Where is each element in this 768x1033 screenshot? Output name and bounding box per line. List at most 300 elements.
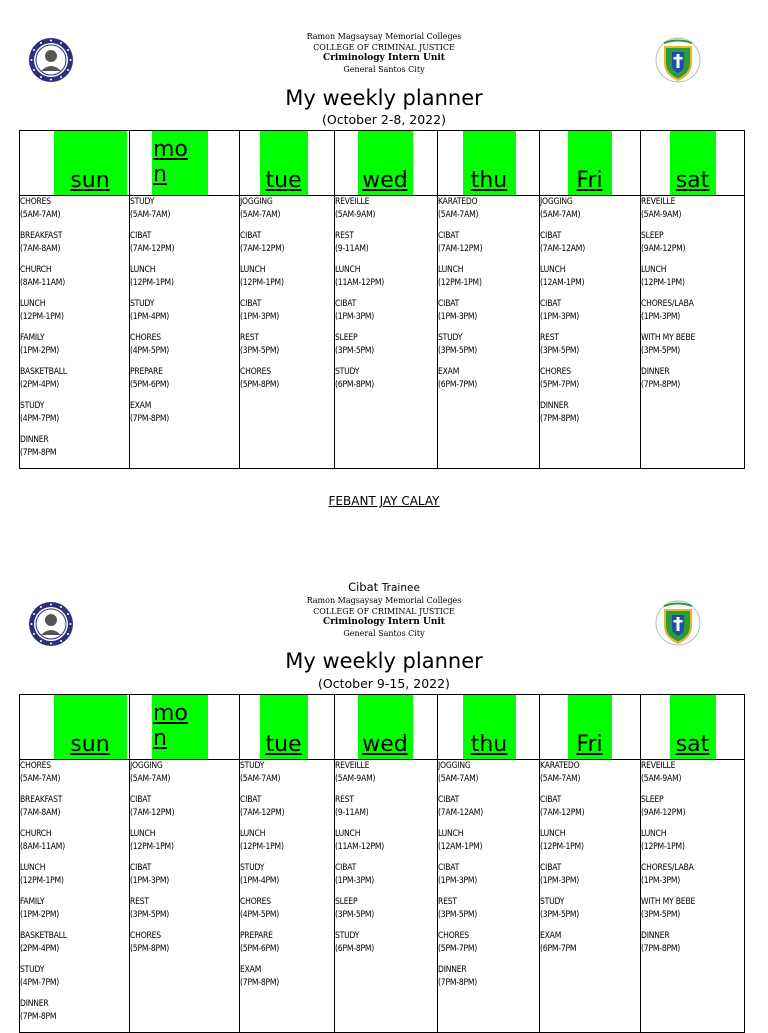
activity-time: (1PM-3PM) <box>438 312 478 322</box>
school-header <box>0 595 768 639</box>
activity-time: (9AM-12PM) <box>641 244 686 254</box>
activity-time: (1PM-3PM) <box>641 876 681 886</box>
activity-name: EXAM <box>240 965 262 975</box>
activity-name: CHORES <box>130 333 161 343</box>
activity-entry <box>438 828 539 854</box>
activity-time: (1PM-3PM) <box>540 312 580 322</box>
day-label: Fri <box>576 168 603 193</box>
activity-entry <box>438 332 539 358</box>
date-range: (October 2-8, 2022) <box>322 112 446 127</box>
activity-time: (12PM-1PM) <box>130 278 174 288</box>
activity-time: (1PM-2PM) <box>20 910 60 920</box>
activity-name: REST <box>438 897 457 907</box>
activity-time: (5AM-7AM) <box>540 210 581 220</box>
activity-time: (1PM-2PM) <box>20 346 60 356</box>
activity-time: (5AM-9AM) <box>641 210 682 220</box>
activity-name: DINNER <box>20 435 49 445</box>
activity-name: BREAKFAST <box>20 795 63 805</box>
activity-time: (9AM-12PM) <box>641 808 686 818</box>
activity-entry <box>641 196 744 222</box>
activity-time: (7AM-8AM) <box>20 808 61 818</box>
activity-name: KARATEDO <box>438 197 478 207</box>
activity-name: JOGGING <box>240 197 273 207</box>
activity-entry <box>540 930 640 956</box>
college-name: Ramon Magsaysay Memorial Colleges <box>306 596 462 605</box>
activity-entry <box>130 298 239 324</box>
activity-name: LUNCH <box>641 829 667 839</box>
activity-time: (7AM-12PM) <box>130 244 175 254</box>
activity-time: (5AM-9AM) <box>335 210 376 220</box>
activity-entry <box>20 964 129 990</box>
activity-name: REST <box>130 897 149 907</box>
activity-name: JOGGING <box>540 197 573 207</box>
activity-name: CHURCH <box>20 265 52 275</box>
school-header <box>0 31 768 75</box>
activity-entry <box>438 230 539 256</box>
activity-name: REVEILLE <box>335 761 370 771</box>
activity-entry <box>130 862 239 888</box>
activity-name: REVEILLE <box>641 761 676 771</box>
day-column-thu <box>438 196 540 469</box>
activity-entry <box>335 896 437 922</box>
activity-entry <box>641 896 744 922</box>
activity-entry <box>641 930 744 956</box>
activity-entry <box>20 366 129 392</box>
day-header-thu <box>438 695 540 760</box>
unit-name: Criminology Intern Unit <box>323 53 445 63</box>
activity-name: CHORES <box>540 367 571 377</box>
day-header-row <box>20 131 745 196</box>
day-label: tue <box>265 732 302 757</box>
activity-time: (4PM-7PM) <box>20 414 60 424</box>
activity-time: (12PM-1PM) <box>240 278 284 288</box>
activity-entry <box>240 264 334 290</box>
day-label: wed <box>362 168 408 193</box>
day-column-mon <box>130 196 240 469</box>
activity-time: (1PM-3PM) <box>335 876 375 886</box>
activity-time: (2PM-4PM) <box>20 380 60 390</box>
activity-time: (7AM-12PM) <box>438 244 483 254</box>
activity-time: (5AM-7AM) <box>130 774 171 784</box>
activity-time: (3PM-5PM) <box>335 346 375 356</box>
activity-name: CIBAT <box>438 863 460 873</box>
activity-entry <box>20 998 129 1024</box>
activity-entry <box>240 896 334 922</box>
day-header-fri <box>540 695 641 760</box>
activity-time: (7PM-8PM) <box>130 414 170 424</box>
activity-entry <box>20 828 129 854</box>
activity-name: DINNER <box>540 401 569 411</box>
day-label: thu <box>470 732 508 757</box>
planner-section-week-2 <box>0 560 768 1024</box>
activity-time: (5AM-7AM) <box>540 774 581 784</box>
activity-entry <box>641 264 744 290</box>
activity-entry <box>130 264 239 290</box>
activity-time: (3PM-5PM) <box>438 346 478 356</box>
activity-name: REVEILLE <box>641 197 676 207</box>
activity-time: (3PM-5PM) <box>130 910 170 920</box>
activity-entry <box>20 400 129 426</box>
activity-name: WITH MY BEBE <box>641 897 696 907</box>
activity-entry <box>438 896 539 922</box>
activity-time: (1PM-3PM) <box>335 312 375 322</box>
activity-name: STUDY <box>20 965 45 975</box>
day-label: tue <box>265 168 302 193</box>
activity-entry <box>20 230 129 256</box>
activity-time: (5PM-6PM) <box>130 380 170 390</box>
activities-row <box>20 196 745 469</box>
activity-name: JOGGING <box>130 761 163 771</box>
activity-time: (11AM-12PM) <box>335 842 385 852</box>
activity-name: CIBAT <box>130 231 152 241</box>
activity-entry <box>130 366 239 392</box>
activity-time: (6PM-7PM <box>540 944 577 954</box>
activity-name: LUNCH <box>540 829 566 839</box>
activity-entry <box>240 196 334 222</box>
activity-time: (3PM-5PM) <box>641 910 681 920</box>
activity-name: CIBAT <box>240 299 262 309</box>
day-column-wed <box>335 196 438 469</box>
day-column-sat <box>641 196 745 469</box>
activity-entry <box>335 760 437 786</box>
activity-entry <box>641 230 744 256</box>
day-label: wed <box>362 732 408 757</box>
day-column-tue <box>240 196 335 469</box>
activity-entry <box>641 760 744 786</box>
unit-name: Criminology Intern Unit <box>323 617 445 627</box>
activity-entry <box>438 930 539 956</box>
activity-entry <box>130 828 239 854</box>
activity-name: DINNER <box>641 931 670 941</box>
activity-name: JOGGING <box>438 761 471 771</box>
activity-name: LUNCH <box>240 265 266 275</box>
day-header-sun <box>20 695 130 760</box>
activity-name: STUDY <box>130 197 155 207</box>
activity-time: (1PM-3PM) <box>641 312 681 322</box>
activity-name: SLEEP <box>335 333 358 343</box>
city-name: General Santos City <box>343 65 425 74</box>
activity-entry <box>641 366 744 392</box>
activity-name: CHORES <box>20 761 51 771</box>
activity-entry <box>130 930 239 956</box>
activity-time: (7PM-8PM <box>20 1012 57 1022</box>
activity-entry <box>240 298 334 324</box>
activity-entry <box>240 964 334 990</box>
activity-entry <box>240 760 334 786</box>
activity-entry <box>540 828 640 854</box>
activities-row <box>20 760 745 1033</box>
day-label: sun <box>70 168 110 193</box>
activity-entry <box>240 230 334 256</box>
activity-name: PREPARE <box>130 367 163 377</box>
activity-time: (7PM-8PM <box>20 448 57 458</box>
activity-time: (12PM-1PM) <box>20 876 64 886</box>
activity-entry <box>540 298 640 324</box>
activity-entry <box>438 366 539 392</box>
department-name: COLLEGE OF CRIMINAL JUSTICE <box>313 607 455 616</box>
activity-name: CHURCH <box>20 829 52 839</box>
activity-name: CIBAT <box>540 863 562 873</box>
activity-entry <box>438 196 539 222</box>
activity-time: (12PM-1PM) <box>641 842 685 852</box>
activity-entry <box>438 964 539 990</box>
activity-entry <box>540 264 640 290</box>
activity-entry <box>335 196 437 222</box>
activity-name: EXAM <box>540 931 562 941</box>
activity-name: REST <box>335 231 354 241</box>
activity-name: CIBAT <box>540 795 562 805</box>
activity-entry <box>540 862 640 888</box>
activity-name: CIBAT <box>130 795 152 805</box>
activity-time: (5AM-9AM) <box>335 774 376 784</box>
activity-time: (2PM-4PM) <box>20 944 60 954</box>
activity-name: STUDY <box>335 931 360 941</box>
activity-time: (3PM-5PM) <box>540 910 580 920</box>
day-label: sat <box>675 168 710 193</box>
activity-time: (12PM-1PM) <box>540 842 584 852</box>
activity-time: (5PM-7PM) <box>540 380 580 390</box>
activity-entry <box>240 828 334 854</box>
activity-time: (12PM-1PM) <box>641 278 685 288</box>
activity-name: SLEEP <box>641 231 664 241</box>
activity-entry <box>240 366 334 392</box>
activity-entry <box>438 862 539 888</box>
activity-entry <box>240 794 334 820</box>
activity-name: WITH MY BEBE <box>641 333 696 343</box>
activity-time: (7AM-12PM) <box>540 808 585 818</box>
activity-entry <box>540 400 640 426</box>
activity-entry <box>540 230 640 256</box>
activity-name: STUDY <box>335 367 360 377</box>
activity-time: (3PM-5PM) <box>540 346 580 356</box>
activity-entry <box>641 794 744 820</box>
activity-time: (3PM-5PM) <box>335 910 375 920</box>
activity-time: (4PM-7PM) <box>20 978 60 988</box>
day-label: Fri <box>576 732 603 757</box>
activity-name: CIBAT <box>335 299 357 309</box>
activity-time: (12AM-1PM) <box>438 842 483 852</box>
activity-name: STUDY <box>438 333 463 343</box>
activity-time: (7AM-12PM) <box>240 244 285 254</box>
activity-name: CHORES/LABA <box>641 863 694 873</box>
activity-entry <box>335 332 437 358</box>
activity-time: (6PM-7PM) <box>438 380 478 390</box>
activity-time: (11AM-12PM) <box>335 278 385 288</box>
day-label: sun <box>70 732 110 757</box>
activity-time: (1PM-4PM) <box>240 876 280 886</box>
activity-name: KARATEDO <box>540 761 580 771</box>
activity-entry <box>540 332 640 358</box>
day-label: sat <box>675 732 710 757</box>
day-column-sat <box>641 760 745 1033</box>
activity-entry <box>335 930 437 956</box>
day-label: mo n <box>153 701 188 751</box>
activity-entry <box>438 794 539 820</box>
day-column-wed <box>335 760 438 1033</box>
activity-name: EXAM <box>130 401 152 411</box>
college-name: Ramon Magsaysay Memorial Colleges <box>306 32 462 41</box>
activity-name: LUNCH <box>641 265 667 275</box>
activity-name: DINNER <box>20 999 49 1009</box>
activity-name: LUNCH <box>20 299 46 309</box>
day-label: mo n <box>153 137 188 187</box>
activity-entry <box>20 794 129 820</box>
activity-name: EXAM <box>438 367 460 377</box>
activity-time: (7AM-12AM) <box>540 244 585 254</box>
activity-name: CIBAT <box>130 863 152 873</box>
activity-entry <box>641 298 744 324</box>
activity-time: (8AM-11AM) <box>20 278 65 288</box>
activity-time: (7PM-8PM) <box>240 978 280 988</box>
activity-time: (5PM-6PM) <box>240 944 280 954</box>
day-column-thu <box>438 760 540 1033</box>
activity-entry <box>130 896 239 922</box>
activity-name: CIBAT <box>335 863 357 873</box>
activity-time: (5PM-7PM) <box>438 944 478 954</box>
activity-time: (3PM-5PM) <box>240 346 280 356</box>
trainee-label <box>0 580 768 594</box>
activity-entry <box>240 930 334 956</box>
activity-entry <box>335 366 437 392</box>
activity-entry <box>641 828 744 854</box>
activity-name: DINNER <box>641 367 670 377</box>
trainee-word: Cibat <box>348 580 379 594</box>
activity-entry <box>130 230 239 256</box>
day-header-row <box>20 695 745 760</box>
activity-time: (12AM-1PM) <box>540 278 585 288</box>
activity-time: (1PM-4PM) <box>130 312 170 322</box>
page-title: My weekly planner <box>285 86 483 110</box>
activity-name: STUDY <box>130 299 155 309</box>
activity-time: (1PM-3PM) <box>438 876 478 886</box>
activity-entry <box>20 862 129 888</box>
activity-name: DINNER <box>438 965 467 975</box>
day-header-mon <box>130 695 240 760</box>
day-column-fri <box>540 196 641 469</box>
activity-name: REST <box>240 333 259 343</box>
activity-name: BASKETBALL <box>20 931 67 941</box>
activity-entry <box>540 794 640 820</box>
activity-name: CIBAT <box>438 231 460 241</box>
activity-time: (5AM-7AM) <box>240 774 281 784</box>
activity-time: (5AM-7AM) <box>20 210 61 220</box>
activity-time: (5AM-9AM) <box>641 774 682 784</box>
activity-name: LUNCH <box>240 829 266 839</box>
activity-name: STUDY <box>540 897 565 907</box>
day-header-mon <box>130 131 240 196</box>
activity-entry <box>20 930 129 956</box>
activity-name: FAMILY <box>20 897 45 907</box>
activity-name: BREAKFAST <box>20 231 63 241</box>
activity-entry <box>540 760 640 786</box>
activity-entry <box>240 332 334 358</box>
activity-entry <box>335 298 437 324</box>
day-header-sat <box>641 131 745 196</box>
activity-time: (5AM-7AM) <box>130 210 171 220</box>
activity-name: LUNCH <box>20 863 46 873</box>
activity-time: (12PM-1PM) <box>20 312 64 322</box>
activity-name: CHORES <box>130 931 161 941</box>
activity-entry <box>335 230 437 256</box>
weekly-planner-table <box>19 130 745 469</box>
activity-name: CHORES <box>240 367 271 377</box>
activity-time: (12PM-1PM) <box>240 842 284 852</box>
activity-name: CIBAT <box>540 299 562 309</box>
activity-name: LUNCH <box>130 265 156 275</box>
activity-name: CIBAT <box>240 795 262 805</box>
activity-entry <box>438 298 539 324</box>
activity-time: (7PM-8PM) <box>540 414 580 424</box>
activity-entry <box>20 196 129 222</box>
activity-time: (7PM-8PM) <box>641 944 681 954</box>
activity-name: CHORES <box>240 897 271 907</box>
day-column-tue <box>240 760 335 1033</box>
activity-entry <box>641 862 744 888</box>
activity-name: CIBAT <box>438 795 460 805</box>
activity-entry <box>130 794 239 820</box>
activity-time: (12PM-1PM) <box>130 842 174 852</box>
activity-time: (7AM-12PM) <box>130 808 175 818</box>
activity-name: CIBAT <box>240 231 262 241</box>
day-label: thu <box>470 168 508 193</box>
day-header-sun <box>20 131 130 196</box>
activity-time: (5PM-8PM) <box>240 380 280 390</box>
activity-name: REST <box>540 333 559 343</box>
activity-time: (5AM-7AM) <box>240 210 281 220</box>
activity-name: REVEILLE <box>335 197 370 207</box>
date-range: (October 9-15, 2022) <box>318 676 450 691</box>
activity-entry <box>20 298 129 324</box>
activity-name: SLEEP <box>335 897 358 907</box>
activity-entry <box>130 196 239 222</box>
activity-entry <box>335 828 437 854</box>
activity-entry <box>335 264 437 290</box>
activity-entry <box>20 434 129 460</box>
activity-time: (5AM-7AM) <box>438 210 479 220</box>
day-column-fri <box>540 760 641 1033</box>
activity-name: STUDY <box>240 761 265 771</box>
activity-entry <box>438 264 539 290</box>
day-header-thu <box>438 131 540 196</box>
activity-name: CHORES <box>438 931 469 941</box>
department-name: COLLEGE OF CRIMINAL JUSTICE <box>313 43 455 52</box>
activity-entry <box>438 760 539 786</box>
trainee-rest: Trainee <box>381 582 420 594</box>
day-column-mon <box>130 760 240 1033</box>
activity-name: FAMILY <box>20 333 45 343</box>
activity-entry <box>540 366 640 392</box>
activity-entry <box>20 264 129 290</box>
page-title: My weekly planner <box>285 649 483 673</box>
activity-entry <box>335 794 437 820</box>
activity-time: (3PM-5PM) <box>641 346 681 356</box>
activity-time: (6PM-8PM) <box>335 944 375 954</box>
activity-time: (7PM-8PM) <box>438 978 478 988</box>
activity-name: LUNCH <box>540 265 566 275</box>
activity-time: (12PM-1PM) <box>438 278 482 288</box>
activity-entry <box>130 400 239 426</box>
activity-entry <box>240 862 334 888</box>
activity-entry <box>20 760 129 786</box>
activity-name: LUNCH <box>438 265 464 275</box>
activity-time: (9-11AM) <box>335 244 369 254</box>
activity-time: (5PM-8PM) <box>130 944 170 954</box>
activity-time: (5AM-7AM) <box>438 774 479 784</box>
activity-name: REST <box>335 795 354 805</box>
activity-name: CHORES <box>20 197 51 207</box>
activity-time: (1PM-3PM) <box>130 876 170 886</box>
activity-time: (3PM-5PM) <box>438 910 478 920</box>
